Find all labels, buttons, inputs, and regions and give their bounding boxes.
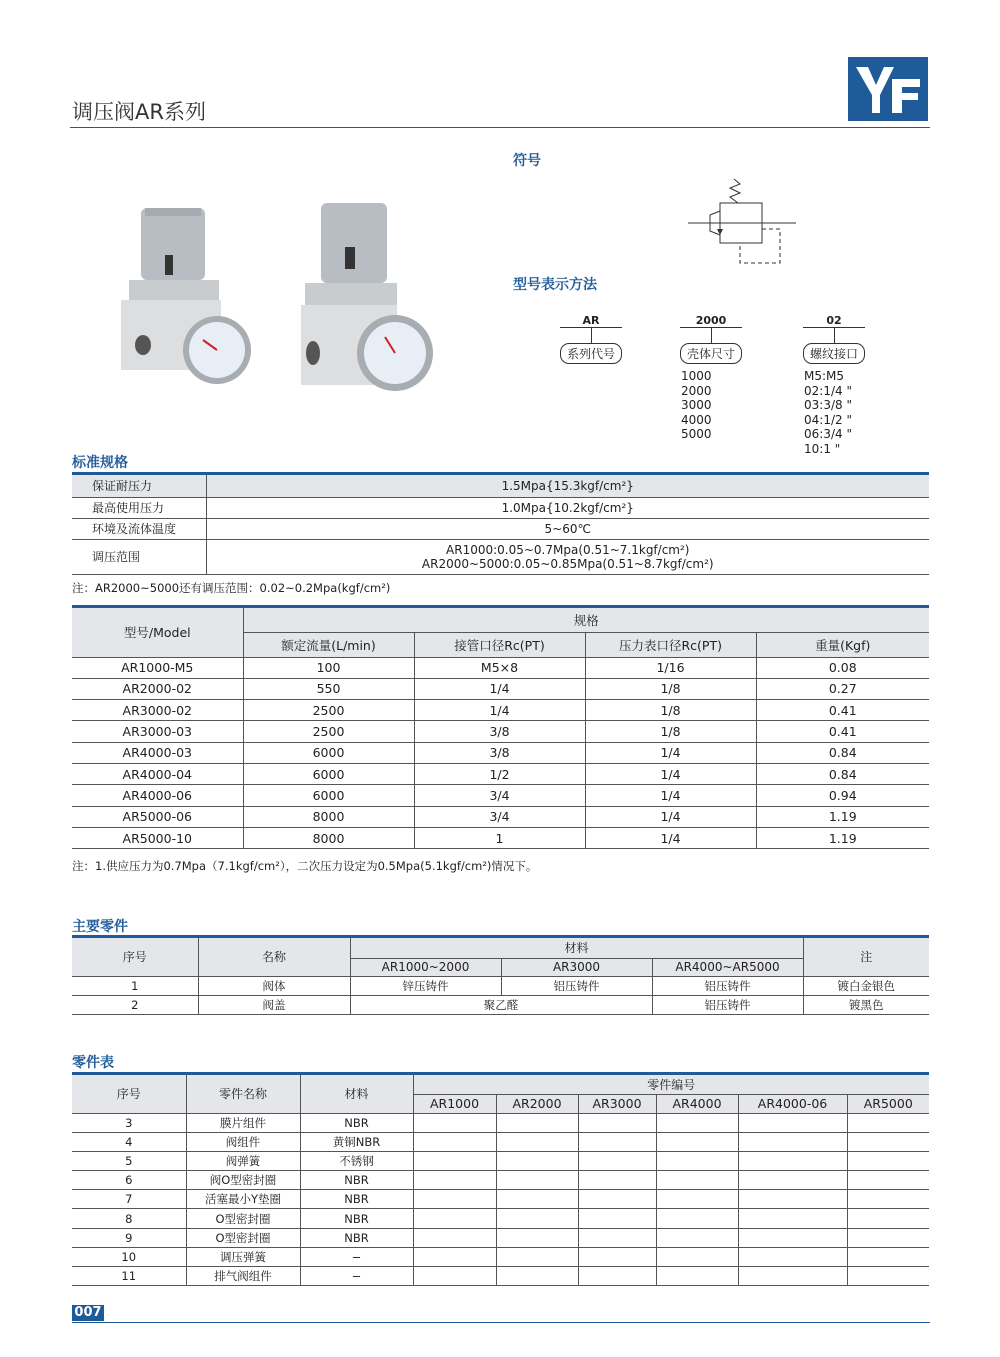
cell-value: 3/4 — [414, 785, 585, 806]
cell-value: 6000 — [243, 763, 414, 784]
thread-option: M5:M5 — [804, 369, 845, 383]
cell-code — [847, 1228, 929, 1247]
cell-model: AR1000-M5 — [72, 657, 243, 678]
cell-code — [413, 1113, 496, 1132]
cell-code — [738, 1132, 847, 1151]
main-parts-table — [72, 938, 929, 1015]
cell-material: 黄铜NBR — [300, 1132, 413, 1151]
table-row — [72, 1190, 929, 1209]
col-mat-2: AR3000 — [501, 958, 652, 976]
cell-value: 1/4 — [414, 678, 585, 699]
cell-value: 1 — [414, 827, 585, 848]
footer-line — [72, 1322, 930, 1323]
col-material: 材料 — [350, 938, 803, 958]
cell-code — [496, 1151, 578, 1170]
cell-value: 1/8 — [585, 721, 756, 742]
cell-code — [496, 1247, 578, 1266]
cell-code — [738, 1171, 847, 1190]
cell-code — [656, 1209, 738, 1228]
cell-no: 9 — [72, 1228, 186, 1247]
cell-material: − — [300, 1267, 413, 1286]
thread-options — [804, 369, 852, 456]
model-table-body — [72, 657, 929, 849]
spec-row — [72, 539, 929, 574]
regulator-image-small — [105, 200, 265, 400]
cell-model: AR5000-06 — [72, 806, 243, 827]
spec-key: 调压范围 — [72, 539, 206, 574]
cell-value: 1.19 — [756, 806, 929, 827]
cell-code — [738, 1247, 847, 1266]
cell-code — [656, 1190, 738, 1209]
cell-material: NBR — [300, 1113, 413, 1132]
size-option: 1000 — [681, 369, 712, 383]
cell-model: AR4000-04 — [72, 763, 243, 784]
cell-value: 1.19 — [756, 827, 929, 848]
cell-value: 1/2 — [414, 763, 585, 784]
cell-model: AR2000-02 — [72, 678, 243, 699]
cell-code — [413, 1228, 496, 1247]
col-gauge: 压力表口径Rc(PT) — [585, 632, 756, 657]
cell-material: − — [300, 1247, 413, 1266]
size-option: 4000 — [681, 412, 712, 427]
code-series: AR — [582, 314, 600, 327]
cell-value: 1/4 — [585, 806, 756, 827]
cell-model: AR5000-10 — [72, 827, 243, 848]
code-size: 2000 — [695, 314, 727, 327]
col-code-item: AR1000 — [413, 1094, 496, 1113]
model-code-part-series — [560, 314, 622, 364]
col-port: 接管口径Rc(PT) — [414, 632, 585, 657]
regulator-image-large — [295, 195, 465, 405]
col-mat-1: AR1000~2000 — [350, 958, 501, 976]
cell-no: 1 — [72, 976, 198, 995]
table-row — [72, 1228, 929, 1247]
cell-no: 8 — [72, 1209, 186, 1228]
cell-value: 1/4 — [585, 763, 756, 784]
thread-option: 02:1/4 " — [804, 383, 852, 398]
cell-no: 5 — [72, 1151, 186, 1170]
model-code-part-thread — [803, 314, 865, 364]
col-weight: 重量(Kgf) — [756, 632, 929, 657]
cell-mat: 铝压铸件 — [501, 976, 652, 995]
cell-value: 1/4 — [585, 785, 756, 806]
cell-value: 100 — [243, 657, 414, 678]
cell-value: 3/4 — [414, 806, 585, 827]
table-row — [72, 1209, 929, 1228]
spec-key: 保证耐压力 — [72, 475, 206, 497]
cell-model: AR4000-03 — [72, 742, 243, 763]
table-row — [72, 763, 929, 784]
cell-code — [578, 1209, 656, 1228]
table-row — [72, 827, 929, 848]
cell-code — [847, 1247, 929, 1266]
cell-no: 3 — [72, 1113, 186, 1132]
cell-code — [496, 1267, 578, 1286]
table-row — [72, 1171, 929, 1190]
spec-value: 1.5Mpa{15.3kgf/cm²} — [206, 475, 929, 497]
cell-value: 0.08 — [756, 657, 929, 678]
cell-code — [578, 1190, 656, 1209]
spec-note: 注：AR2000~5000还有调压范围：0.02~0.2Mpa(kgf/cm²) — [72, 581, 391, 595]
cell-value: 6000 — [243, 785, 414, 806]
col-code-item: AR2000 — [496, 1094, 578, 1113]
code-size-desc: 壳体尺寸 — [680, 343, 742, 364]
cell-name: 调压弹簧 — [186, 1247, 300, 1266]
parts-list-table — [72, 1075, 929, 1286]
symbol-label: 符号 — [513, 153, 541, 169]
cell-code — [496, 1171, 578, 1190]
cell-value: 3/8 — [414, 721, 585, 742]
cell-code — [578, 1267, 656, 1286]
col-code-item: AR4000-06 — [738, 1094, 847, 1113]
code-thread-desc: 螺纹接口 — [803, 343, 865, 364]
cell-code — [738, 1151, 847, 1170]
col-name: 零件名称 — [186, 1075, 300, 1113]
page-title: 调压阀AR系列 — [72, 100, 206, 124]
cell-code — [413, 1247, 496, 1266]
size-options — [681, 369, 712, 442]
col-name: 名称 — [198, 938, 350, 976]
col-mat-3: AR4000~AR5000 — [652, 958, 803, 976]
model-table — [72, 608, 929, 849]
cell-code — [656, 1113, 738, 1132]
cell-code — [578, 1171, 656, 1190]
model-table-header — [72, 608, 929, 632]
table-row — [72, 1113, 929, 1132]
cell-code — [413, 1132, 496, 1151]
cell-name: O型密封圈 — [186, 1209, 300, 1228]
spec-key: 环境及流体温度 — [72, 518, 206, 539]
cell-material: NBR — [300, 1171, 413, 1190]
table-row — [72, 1247, 929, 1266]
col-code-item: AR4000 — [656, 1094, 738, 1113]
thread-option: 03:3/8 " — [804, 398, 852, 412]
col-code: 零件编号 — [413, 1075, 929, 1094]
cell-value: 2500 — [243, 721, 414, 742]
col-model: 型号/Model — [72, 608, 243, 657]
col-flow: 额定流量(L/min) — [243, 632, 414, 657]
cell-value: 550 — [243, 678, 414, 699]
title-underline — [70, 127, 930, 128]
size-option: 2000 — [681, 383, 712, 398]
parts-list-title: 零件表 — [72, 1055, 114, 1071]
cell-code — [738, 1113, 847, 1132]
cell-name: 阀盖 — [198, 995, 350, 1014]
spec-row — [72, 518, 929, 539]
standard-spec-table — [72, 475, 929, 575]
cell-code — [496, 1228, 578, 1247]
cell-no: 6 — [72, 1171, 186, 1190]
cell-code — [578, 1113, 656, 1132]
regulator-symbol — [680, 175, 800, 270]
parts-list-header — [72, 1075, 929, 1094]
table-row — [72, 657, 929, 678]
spec-value-line: AR2000~5000:0.05~0.85Mpa(0.51~8.7kgf/cm²) — [421, 556, 714, 571]
cell-code — [847, 1151, 929, 1170]
cell-name: 阀O型密封圈 — [186, 1171, 300, 1190]
table-row — [72, 995, 929, 1014]
thread-option: 10:1 " — [804, 441, 841, 456]
cell-code — [578, 1247, 656, 1266]
cell-no: 10 — [72, 1247, 186, 1266]
cell-value: 1/4 — [414, 700, 585, 721]
cell-name: 阀体 — [198, 976, 350, 995]
cell-code — [656, 1171, 738, 1190]
cell-code — [847, 1113, 929, 1132]
table-row — [72, 1267, 929, 1286]
cell-material: NBR — [300, 1209, 413, 1228]
cell-value: 1/8 — [585, 700, 756, 721]
cell-value: 0.27 — [756, 678, 929, 699]
cell-code — [496, 1132, 578, 1151]
cell-value: 0.94 — [756, 785, 929, 806]
cell-value: M5×8 — [414, 657, 585, 678]
cell-name: 排气阀组件 — [186, 1267, 300, 1286]
cell-name: 活塞最小Y垫圈 — [186, 1190, 300, 1209]
size-option: 5000 — [681, 427, 712, 441]
cell-code — [413, 1171, 496, 1190]
cell-code — [413, 1190, 496, 1209]
table-row — [72, 678, 929, 699]
cell-value: 1/16 — [585, 657, 756, 678]
cell-mat: 聚乙醛 — [350, 995, 652, 1014]
cell-code — [738, 1267, 847, 1286]
cell-value: 8000 — [243, 827, 414, 848]
model-table-note: 注：1.供应压力为0.7Mpa（7.1kgf/cm²），二次压力设定为0.5Mpa(5.1kgf/cm²)情况下。 — [72, 859, 538, 873]
table-row — [72, 806, 929, 827]
table-row — [72, 700, 929, 721]
cell-code — [847, 1209, 929, 1228]
brand-logo — [848, 57, 928, 121]
cell-code — [413, 1151, 496, 1170]
model-code-label: 型号表示方法 — [513, 277, 597, 293]
size-option: 3000 — [681, 398, 712, 412]
spec-key: 最高使用压力 — [72, 497, 206, 518]
cell-value: 1/8 — [585, 678, 756, 699]
table-row — [72, 785, 929, 806]
model-code-part-size — [680, 314, 742, 364]
page-number: 007 — [72, 1305, 104, 1321]
cell-code — [847, 1267, 929, 1286]
cell-model: AR4000-06 — [72, 785, 243, 806]
table-row — [72, 742, 929, 763]
main-parts-header — [72, 938, 929, 958]
cell-code — [656, 1151, 738, 1170]
spec-row — [72, 497, 929, 518]
cell-name: O型密封圈 — [186, 1228, 300, 1247]
col-group-spec: 规格 — [243, 608, 929, 632]
cell-code — [738, 1209, 847, 1228]
cell-code — [578, 1228, 656, 1247]
cell-material: NBR — [300, 1190, 413, 1209]
col-material: 材料 — [300, 1075, 413, 1113]
cell-no: 7 — [72, 1190, 186, 1209]
cell-value: 8000 — [243, 806, 414, 827]
spec-row — [72, 475, 929, 497]
cell-model: AR3000-02 — [72, 700, 243, 721]
cell-code — [847, 1132, 929, 1151]
cell-no: 11 — [72, 1267, 186, 1286]
cell-material: 不锈钢 — [300, 1151, 413, 1170]
code-thread: 02 — [826, 314, 842, 327]
col-no: 序号 — [72, 938, 198, 976]
cell-code — [413, 1209, 496, 1228]
cell-code — [738, 1190, 847, 1209]
cell-value: 3/8 — [414, 742, 585, 763]
thread-option: 06:3/4 " — [804, 427, 852, 441]
table-row — [72, 1132, 929, 1151]
cell-mat: 锌压铸件 — [350, 976, 501, 995]
cell-note: 镀白金银色 — [803, 976, 929, 995]
cell-name: 膜片组件 — [186, 1113, 300, 1132]
cell-code — [656, 1228, 738, 1247]
code-series-desc: 系列代号 — [560, 343, 622, 364]
cell-value: 1/4 — [585, 742, 756, 763]
col-code-item: AR5000 — [847, 1094, 929, 1113]
cell-value: 0.84 — [756, 742, 929, 763]
cell-note: 镀黑色 — [803, 995, 929, 1014]
cell-material: NBR — [300, 1228, 413, 1247]
cell-code — [656, 1247, 738, 1266]
cell-no: 2 — [72, 995, 198, 1014]
table-row — [72, 721, 929, 742]
col-code-item: AR3000 — [578, 1094, 656, 1113]
parts-list-body — [72, 1113, 929, 1286]
cell-value: 6000 — [243, 742, 414, 763]
col-no: 序号 — [72, 1075, 186, 1113]
col-note: 注 — [803, 938, 929, 976]
cell-mat: 铝压铸件 — [652, 995, 803, 1014]
standard-spec-title: 标准规格 — [72, 455, 128, 471]
cell-code — [496, 1113, 578, 1132]
cell-code — [578, 1151, 656, 1170]
cell-mat: 铝压铸件 — [652, 976, 803, 995]
cell-name: 阀弹簧 — [186, 1151, 300, 1170]
spec-value — [206, 539, 929, 574]
cell-code — [847, 1171, 929, 1190]
cell-code — [496, 1190, 578, 1209]
spec-value: 5~60℃ — [206, 518, 929, 539]
cell-name: 阀组件 — [186, 1132, 300, 1151]
cell-model: AR3000-03 — [72, 721, 243, 742]
cell-value: 0.41 — [756, 700, 929, 721]
cell-value: 2500 — [243, 700, 414, 721]
cell-value: 1/4 — [585, 827, 756, 848]
cell-code — [413, 1267, 496, 1286]
cell-code — [738, 1228, 847, 1247]
cell-code — [656, 1132, 738, 1151]
cell-value: 0.84 — [756, 763, 929, 784]
cell-no: 4 — [72, 1132, 186, 1151]
spec-value: 1.0Mpa{10.2kgf/cm²} — [206, 497, 929, 518]
table-row — [72, 1151, 929, 1170]
main-parts-title: 主要零件 — [72, 919, 128, 935]
spec-value-line: AR1000:0.05~0.7Mpa(0.51~7.1kgf/cm²) — [446, 542, 690, 557]
cell-code — [578, 1132, 656, 1151]
cell-code — [847, 1190, 929, 1209]
cell-code — [496, 1209, 578, 1228]
table-row — [72, 976, 929, 995]
thread-option: 04:1/2 " — [804, 412, 852, 427]
cell-value: 0.41 — [756, 721, 929, 742]
cell-code — [656, 1267, 738, 1286]
